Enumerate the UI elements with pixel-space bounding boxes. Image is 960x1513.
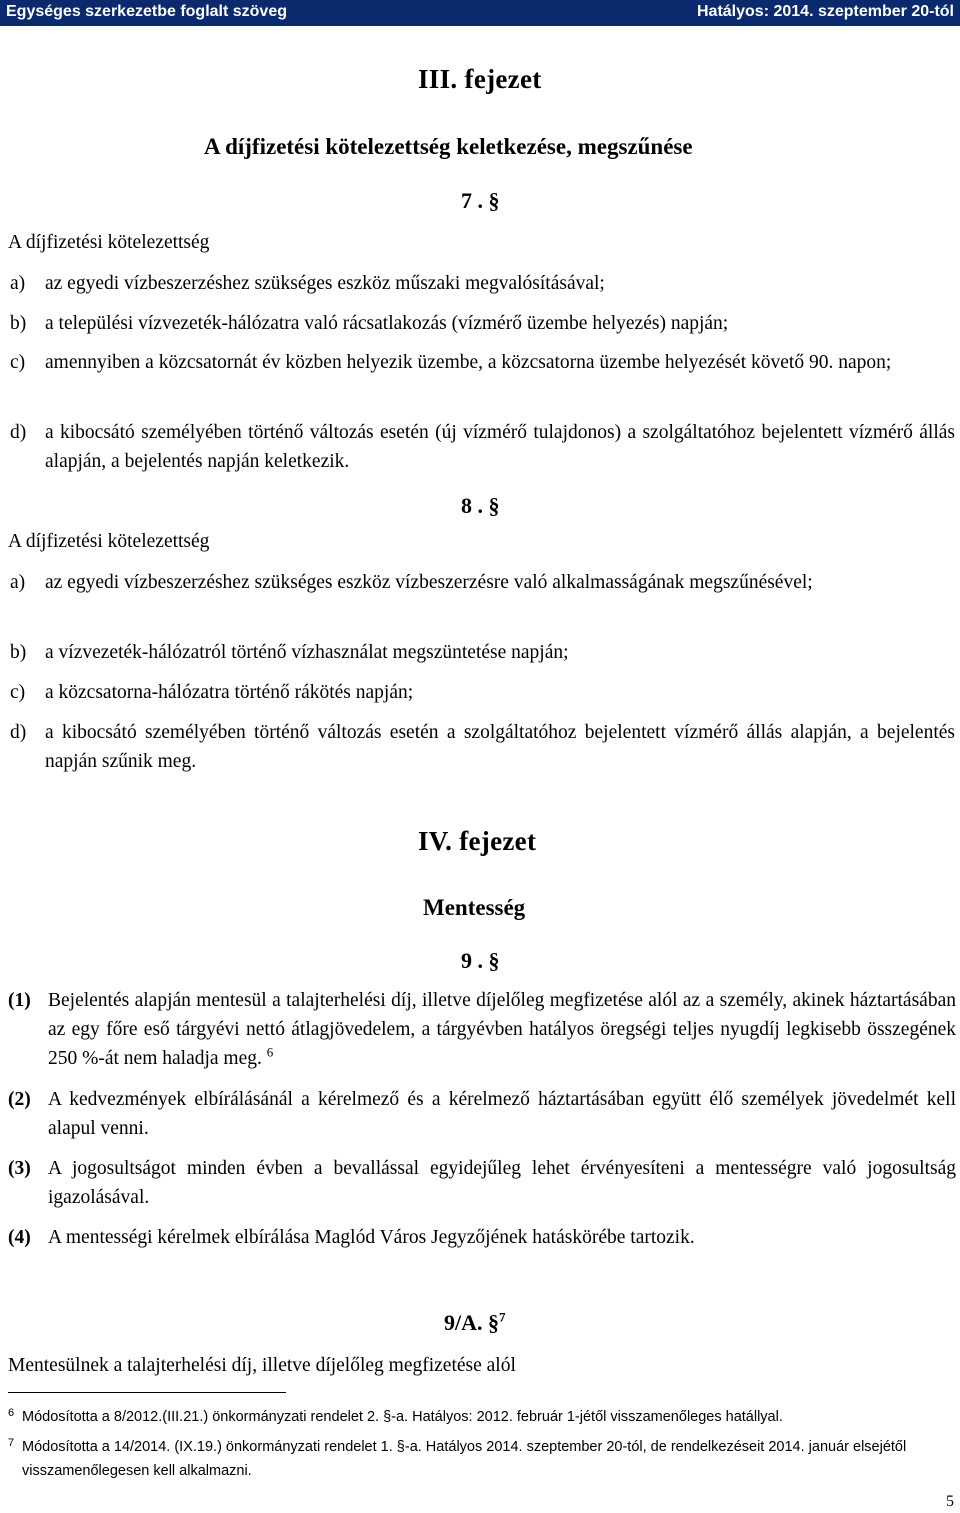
chapter-4-subtitle: Mentesség xyxy=(423,895,526,920)
document-header xyxy=(0,0,960,26)
section-7-item-a: a) az egyedi vízbeszerzéshez szükséges eszköz műszaki megvalósításával; xyxy=(10,273,605,294)
section-8-item-a: a) az egyedi vízbeszerzéshez szükséges eszköz vízbeszerzésre való alkalmasságának megszűnésével; xyxy=(10,572,813,593)
chapter-3-subtitle: A díjfizetési kötelezettség keletkezése, megszűnése xyxy=(204,134,693,159)
section-7-intro: A díjfizetési kötelezettség xyxy=(8,232,210,253)
section-8-item-b: b) a vízvezeték-hálózatról történő vízhasználat megszüntetése napján; xyxy=(10,642,569,663)
section-9a-text: Mentesülnek a talajterhelési díj, illetve díjelőleg megfizetése alól xyxy=(8,1355,516,1376)
footnote-ref-6: 6 xyxy=(266,1044,274,1060)
footnote-7: 7 Módosította a 14/2014. (IX.19.) önkormányzati rendelet 1. §-a. Hatályos 2014. szeptember 20-tól, de rendelkezéseit 2014. január elsejétől visszamenőlegesen kell alkalmazni. xyxy=(8,1437,907,1479)
section-9-item-3: (3) A jogosultságot minden évben a bevallással egyidejűleg lehet érvényesíteni a mentességre való jogosultság igazolásával. xyxy=(8,1158,956,1208)
footnote-6: 6 Módosította a 8/2012.(III.21.) önkormányzati rendelet 2. §-a. Hatályos: 2012. február 1-jétől visszamenőleges hatállyal. xyxy=(8,1407,783,1425)
section-7-item-b: b) a települési vízvezeték-hálózatra való rácsatlakozás (vízmérő üzembe helyezés) napján; xyxy=(10,313,729,334)
section-9a-number: 9/A. §$^7$ xyxy=(444,1309,506,1335)
section-9-item-2: (2) A kedvezmények elbírálásánál a kérelmező és a kérelmező háztartásában együtt élő személyek jövedelmét kell alapul venni. xyxy=(8,1089,956,1139)
section-7-number: 7 . § xyxy=(461,188,500,213)
section-8-intro: A díjfizetési kötelezettség xyxy=(8,531,210,552)
section-8-item-d: d) a kibocsátó személyében történő változás esetén a szolgáltatóhoz bejelentett vízmérő állás alapján, a bejelentés napján szűnik meg. xyxy=(10,722,955,772)
page-number: 5 xyxy=(946,1493,954,1510)
section-9-item-1: (1) Bejelentés alapján mentesül a talajterhelési díj, illetve díjelőleg megfizetése alól az a személy, akinek háztartásában az egy főre eső tárgyévi nettó átlagjövedelem, a tárgyévben hatályos öregségi teljes nyugdíj legkisebb összegének 250 %-át nem haladja meg. $^6$ xyxy=(8,990,956,1069)
section-7-item-c: c) amennyiben a közcsatornát év közben helyezik üzembe, a közcsatorna üzembe helyezését követő 90. napon; xyxy=(10,352,892,373)
section-9-item-4: (4) A mentességi kérelmek elbírálása Maglód Város Jegyzőjének hatáskörébe tartozik. xyxy=(8,1227,695,1248)
chapter-4-title: IV. fejezet xyxy=(418,826,537,856)
section-sign: § xyxy=(488,493,500,518)
section-sign: § xyxy=(488,1310,499,1335)
footnote-separator xyxy=(8,1392,286,1393)
header-right-text: Hatályos: 2014. szeptember 20-tól xyxy=(697,3,954,20)
section-sign: § xyxy=(488,948,500,973)
chapter-3-title: III. fejezet xyxy=(418,64,542,94)
section-sign: § xyxy=(488,188,500,213)
section-8-number: 8 . § xyxy=(461,493,500,518)
section-9-number: 9 . § xyxy=(461,948,500,973)
footnote-ref-7: 7 xyxy=(499,1309,506,1325)
section-7-item-d: d) a kibocsátó személyében történő változás esetén (új vízmérő tulajdonos) a szolgáltatóhoz bejelentett vízmérő állás alapján, a bejelentés napján keletkezik. xyxy=(10,422,955,472)
header-left-text: Egységes szerkezetbe foglalt szöveg xyxy=(6,3,287,20)
section-8-item-c: c) a közcsatorna-hálózatra történő rákötés napján; xyxy=(10,682,414,703)
